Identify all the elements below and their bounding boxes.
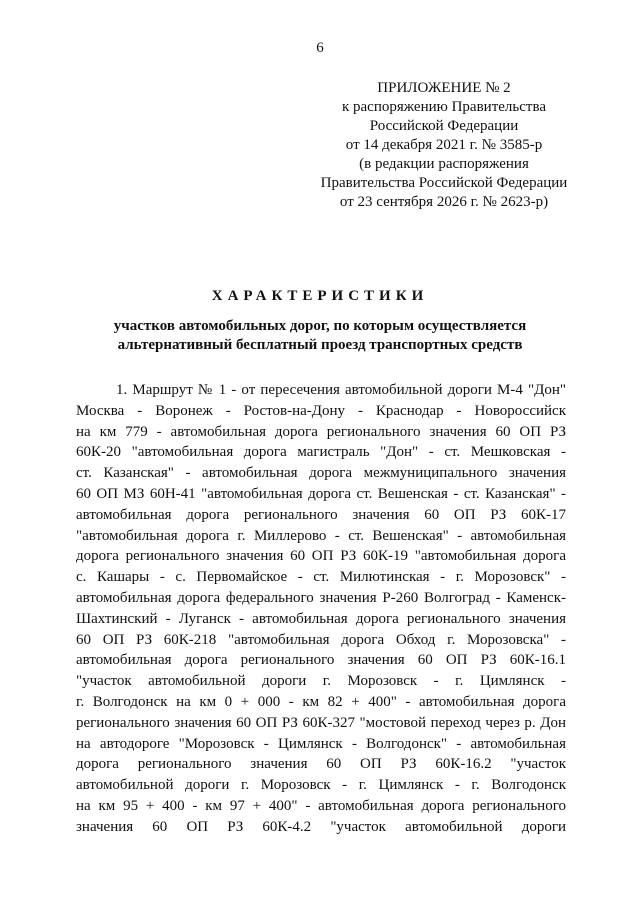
body-line: 60К-20 "автомобильная дорога магистраль "Дон" - ст. Мешковская -	[76, 444, 566, 461]
body-line: 60 ОП РЗ 60К-218 "автомобильная дорога Обход г. Морозовска" -	[76, 631, 566, 648]
body-line: регионального значения 60 ОП РЗ 60К-327 "мостовой переход через р. Дон	[76, 714, 566, 731]
appendix-line: от 23 сентября 2026 г. № 2623-р)	[339, 194, 549, 210]
appendix-line: (в редакции распоряжения	[359, 156, 529, 172]
body-line: с. Кашары - с. Первомайское - ст. Милютинская - г. Морозовск" -	[76, 569, 566, 586]
subtitle-line: участков автомобильных дорог, по которым осуществляется	[113, 318, 527, 334]
body-line: на км 779 - автомобильная дорога регионального значения 60 ОП РЗ	[76, 423, 566, 440]
document-subtitle	[0, 317, 640, 355]
body-line: 60 ОП МЗ 60Н-41 "автомобильная дорога ст. Вешенская - ст. Казанская" -	[76, 485, 566, 502]
body-line: автомобильная дорога регионального значения 60 ОП РЗ 60К-17	[76, 506, 566, 523]
body-line: значения 60 ОП РЗ 60К-4.2 "участок автомобильной дороги	[76, 818, 566, 835]
body-line: Москва - Воронеж - Ростов-на-Дону - Краснодар - Новороссийск	[76, 402, 566, 419]
appendix-line: Правительства Российской Федерации	[320, 175, 568, 191]
body-line: г. Волгодонск на км 0 + 000 - км 82 + 400" - автомобильная дорога	[76, 693, 566, 710]
body-paragraph	[76, 380, 566, 838]
appendix-line: от 14 декабря 2021 г. № 3585-р	[345, 137, 543, 153]
body-line: "участок автомобильной дороги г. Морозовск - г. Цимлянск -	[76, 673, 566, 690]
appendix-line: к распоряжению Правительства	[341, 99, 546, 115]
body-line: 1. Маршрут № 1 - от пересечения автомобильной дороги М-4 "Дон"	[116, 382, 566, 398]
body-line: на км 95 + 400 - км 97 + 400" - автомобильная дорога регионального	[76, 797, 566, 814]
appendix-line: ПРИЛОЖЕНИЕ № 2	[377, 80, 511, 96]
page-number: 6	[316, 40, 324, 56]
body-line: автомобильная дорога регионального значения 60 ОП РЗ 60К-16.1	[76, 652, 566, 669]
body-line: Шахтинский - Луганск - автомобильная дорога регионального значения	[76, 610, 566, 627]
body-line: автомобильная дорога федерального значения Р-260 Волгоград - Каменск-	[76, 589, 566, 606]
body-line: "автомобильная дорога г. Миллерово - ст. Вешенская" - автомобильная	[76, 527, 566, 544]
body-line: дорога регионального значения 60 ОП РЗ 60К-19 "автомобильная дорога	[76, 548, 566, 565]
body-line: на автодороге "Морозовск - Цимлянск - Волгодонск" - автомобильная	[76, 735, 566, 752]
body-line: дорога регионального значения 60 ОП РЗ 60К-16.2 "участок	[76, 756, 566, 773]
appendix-line: Российской Федерации	[369, 118, 519, 134]
subtitle-line: альтернативный бесплатный проезд транспортных средств	[117, 337, 523, 353]
body-line: автомобильной дороги г. Морозовск - г. Цимлянск - г. Волгодонск	[76, 777, 566, 794]
document-title: ХАРАКТЕРИСТИКИ	[211, 288, 429, 304]
appendix-header	[313, 79, 575, 212]
body-line: ст. Казанская" - автомобильная дорога межмуниципального значения	[76, 465, 566, 482]
